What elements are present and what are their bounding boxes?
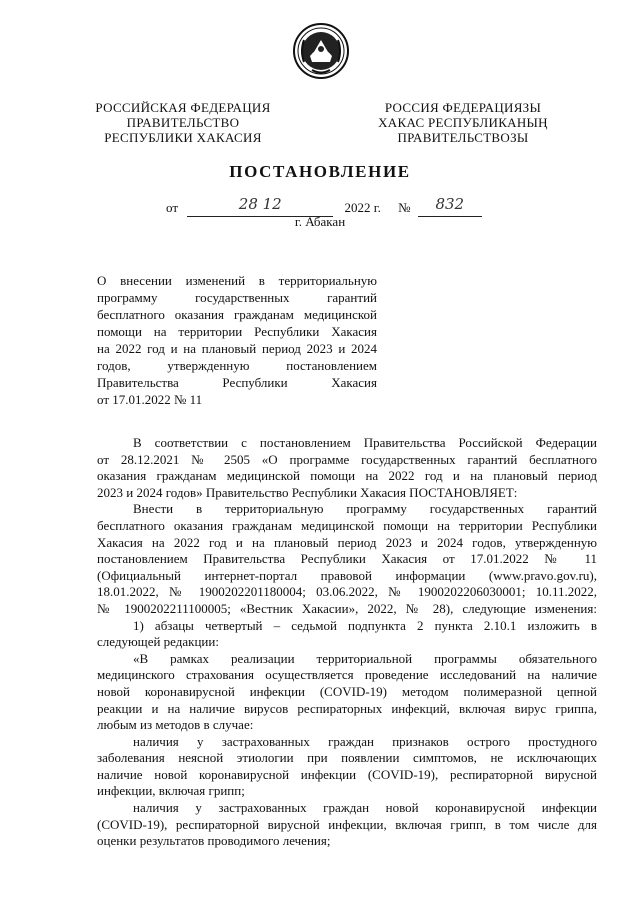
body-line: (COVID-19), респираторной вирусной инфекции, включая грипп, в том числе для bbox=[97, 816, 597, 832]
subject-line: годов, утвержденную постановлением bbox=[97, 358, 377, 373]
body-line: следующей редакции: bbox=[97, 634, 219, 650]
document-title: ПОСТАНОВЛЕНИЕ bbox=[229, 162, 411, 181]
body-line: «В рамках реализации территориальной программы обязательного bbox=[133, 650, 597, 666]
header-left-line: ПРАВИТЕЛЬСТВО bbox=[126, 115, 240, 130]
subject-block bbox=[97, 272, 377, 408]
header-left bbox=[88, 100, 278, 145]
subject-line: программу государственных гарантий bbox=[97, 290, 377, 305]
subject-line: Правительства Республики Хакасия bbox=[97, 375, 377, 390]
body-line: оказания гражданам медицинской помощи на 2022 год и на плановый период bbox=[97, 468, 597, 484]
body-line: от 28.12.2021 № 2505 «О программе государственных гарантий бесплатного bbox=[97, 451, 597, 467]
handwritten-date: 28 12 bbox=[238, 195, 282, 213]
handwritten-number: 832 bbox=[435, 195, 465, 213]
subject-line: помощи на территории Республики Хакасия bbox=[97, 324, 377, 339]
year-label: 2022 г. bbox=[344, 200, 381, 215]
body-line: любым из методов в случае: bbox=[97, 717, 254, 733]
body-text bbox=[97, 435, 597, 850]
body-line: постановлением Правительства Республики Хакасия от 17.01.2022 № 11 bbox=[97, 551, 597, 567]
coat-of-arms-icon bbox=[292, 22, 350, 80]
body-line: 2023 и 2024 годов» Правительство Республики Хакасия ПОСТАНОВЛЯЕТ: bbox=[97, 484, 518, 500]
subject-line: от 17.01.2022 № 11 bbox=[97, 392, 203, 407]
body-line: Внести в территориальную программу государственных гарантий bbox=[133, 501, 597, 517]
header-left-line: РЕСПУБЛИКИ ХАКАСИЯ bbox=[104, 130, 262, 145]
number-sign: № bbox=[398, 200, 411, 215]
header-right-line: РОССИЯ ФЕДЕРАЦИЯЗЫ bbox=[384, 100, 542, 115]
body-line: новой коронавирусной инфекции (COVID-19) методом полимеразной цепной bbox=[97, 683, 597, 699]
body-line: инфекции, включая грипп; bbox=[97, 783, 245, 799]
date-prefix: от bbox=[166, 200, 179, 215]
subject-line: на 2022 год и на плановый период 2023 и 2024 bbox=[97, 341, 377, 356]
city-label: г. Абакан bbox=[294, 214, 346, 229]
header-right bbox=[368, 100, 558, 145]
body-line: оценки результатов проводимого лечения; bbox=[97, 833, 331, 849]
subject-line: О внесении изменений в территориальную bbox=[97, 273, 377, 288]
body-line: заболевания неясной этиологии при появлении симптомов, не исключающих bbox=[97, 750, 597, 766]
body-line: бесплатного оказания гражданам медицинской помощи на территории Республики bbox=[97, 517, 597, 533]
body-line: В соответствии с постановлением Правительства Российской Федерации bbox=[133, 435, 597, 450]
body-line: наличие новой коронавирусной инфекции (COVID-19), респираторной вирусной bbox=[97, 766, 597, 782]
body-line: № 1900202211100005; «Вестник Хакасии», 2022, № 28), следующие изменения: bbox=[97, 600, 597, 616]
subject-line: бесплатного оказания гражданам медицинской bbox=[97, 307, 377, 322]
header-right-line: ХАКАС РЕСПУБЛИКАНЫҢ bbox=[378, 115, 548, 130]
header-right-line: ПРАВИТЕЛЬСТВОЗЫ bbox=[397, 130, 529, 145]
body-line: Хакасия на 2022 год и на плановый период 2023 и 2024 годов, утвержденную bbox=[97, 534, 597, 550]
body-line: реакции и на наличие вирусов респираторных инфекций, включая вирус гриппа, bbox=[97, 700, 597, 716]
body-line: наличия у застрахованных граждан признаков острого простудного bbox=[133, 733, 597, 749]
body-line: медицинского страхования осуществляется проведение исследований на наличие bbox=[97, 667, 597, 683]
body-line: 18.01.2022, № 1900202201180004; 03.06.2022, № 1900202206030001; 10.11.2022, bbox=[97, 584, 597, 600]
body-line: 1) абзацы четвертый – седьмой подпункта 2 пункта 2.10.1 изложить в bbox=[133, 617, 597, 633]
body-line: (Официальный интернет-портал правовой информации (www.pravo.gov.ru), bbox=[97, 567, 597, 583]
header-left-line: РОССИЙСКАЯ ФЕДЕРАЦИЯ bbox=[95, 100, 271, 115]
body-line: наличия у застрахованных граждан новой коронавирусной инфекции bbox=[133, 800, 597, 816]
